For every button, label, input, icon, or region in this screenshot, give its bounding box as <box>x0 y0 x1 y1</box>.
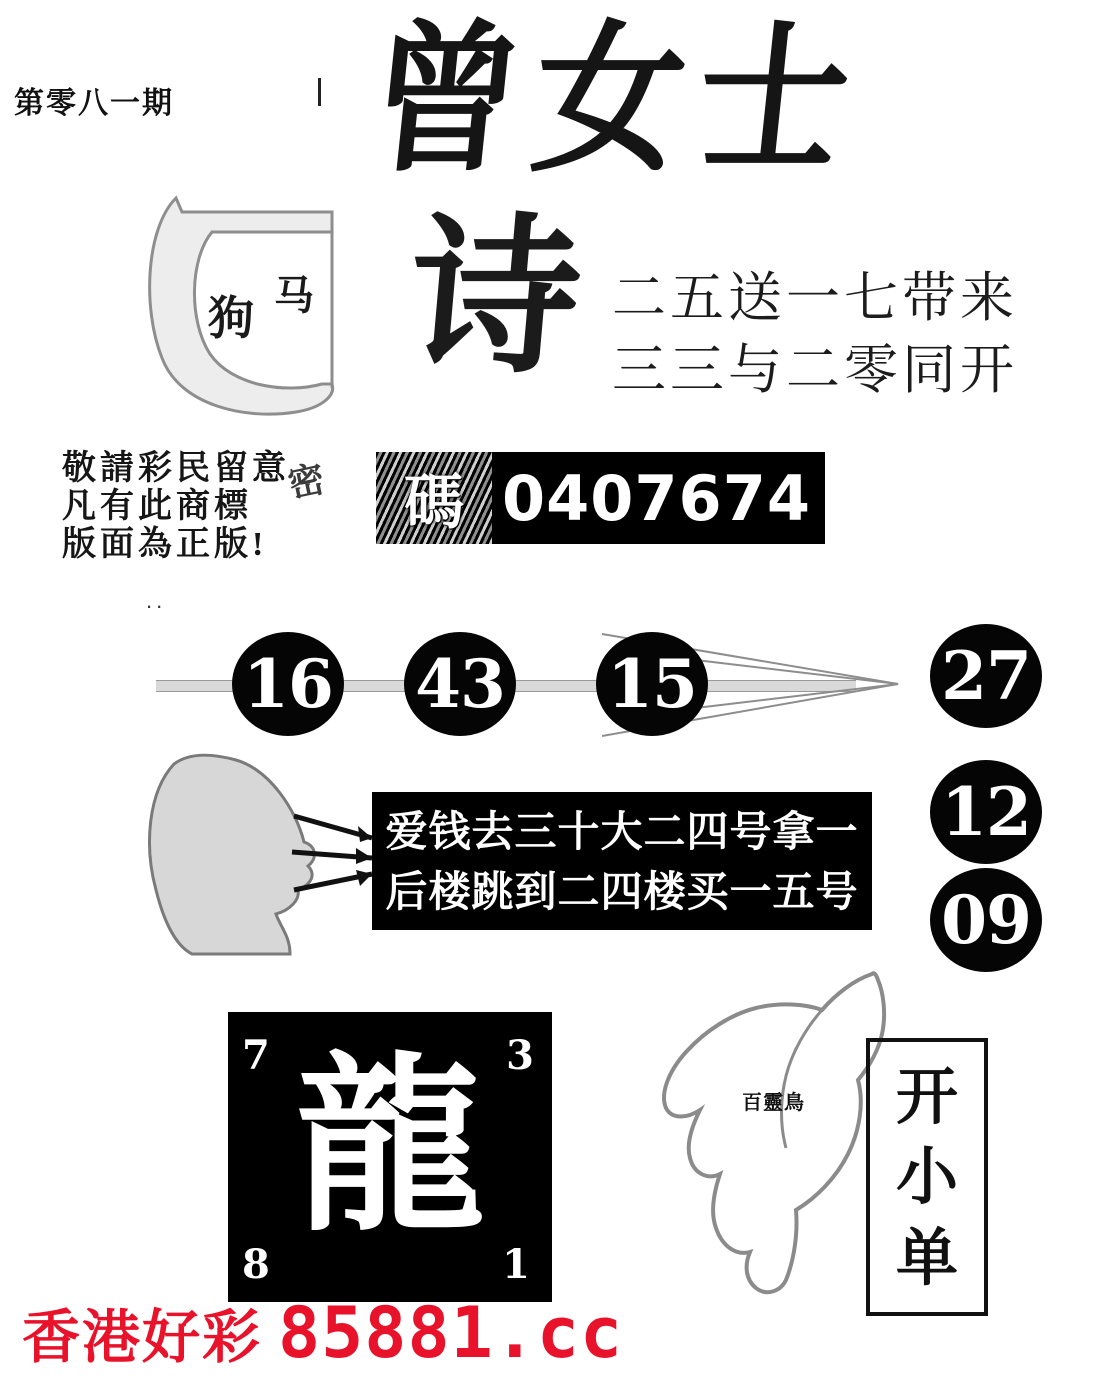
number-ball: 43 <box>404 632 516 736</box>
card-corner-bottom-right: 1 <box>502 1241 530 1288</box>
vertical-text-frame <box>866 1038 988 1316</box>
card-corner-bottom-left: 8 <box>242 1241 270 1288</box>
quote-box <box>372 792 872 930</box>
notice-block <box>62 450 372 564</box>
vertical-char-3: 单 <box>895 1220 958 1294</box>
number-ball: 15 <box>596 632 708 736</box>
code-bar <box>376 452 825 544</box>
notice-line-1: 敬請彩民留意 <box>62 450 290 487</box>
quote-line-1: 爱钱去三十大二四号拿一 <box>385 807 859 856</box>
dove-icon <box>640 960 900 1300</box>
code-label-char: 碼 <box>376 452 492 544</box>
notice-line-3: 版面為正版! <box>62 526 268 563</box>
animal-horse-label: 马 <box>274 272 314 319</box>
vertical-char-2: 小 <box>895 1140 958 1213</box>
footer-url: 85881.cc <box>278 1292 624 1374</box>
number-ball: 16 <box>232 632 344 736</box>
number-ball: 12 <box>930 760 1042 864</box>
dove-label: 百靈鳥 <box>742 1090 805 1114</box>
notice-line-2: 凡有此商標 <box>62 488 252 525</box>
dragon-character: 龍 <box>294 1034 485 1257</box>
card-corner-top-left: 7 <box>242 1032 270 1079</box>
page-title: 曾女士 <box>360 4 873 195</box>
quote-line-2: 后楼跳到二四楼买一五号 <box>385 867 859 916</box>
animal-dog-label: 狗 <box>208 291 254 345</box>
number-ball: 09 <box>930 868 1042 972</box>
dragon-card <box>228 1012 552 1302</box>
poem-line-2: 三三与二零同开 <box>612 338 1018 401</box>
tick-mark <box>318 78 321 106</box>
poem-title-char: 诗 <box>401 197 589 397</box>
card-corner-top-right: 3 <box>506 1032 534 1079</box>
vertical-char-1: 开 <box>895 1059 958 1133</box>
poem-line-1: 二五送一七带来 <box>612 266 1018 329</box>
number-ball: 27 <box>930 624 1042 728</box>
footer <box>22 1290 623 1374</box>
footer-brand: 香港好彩 <box>22 1303 263 1371</box>
code-digits: 0407674 <box>492 452 825 544</box>
dots-decoration: .. <box>146 588 167 613</box>
issue-label: 第零八一期 <box>14 87 174 120</box>
poem-lines <box>612 262 1052 406</box>
seal-stamp: 密 <box>284 457 329 507</box>
